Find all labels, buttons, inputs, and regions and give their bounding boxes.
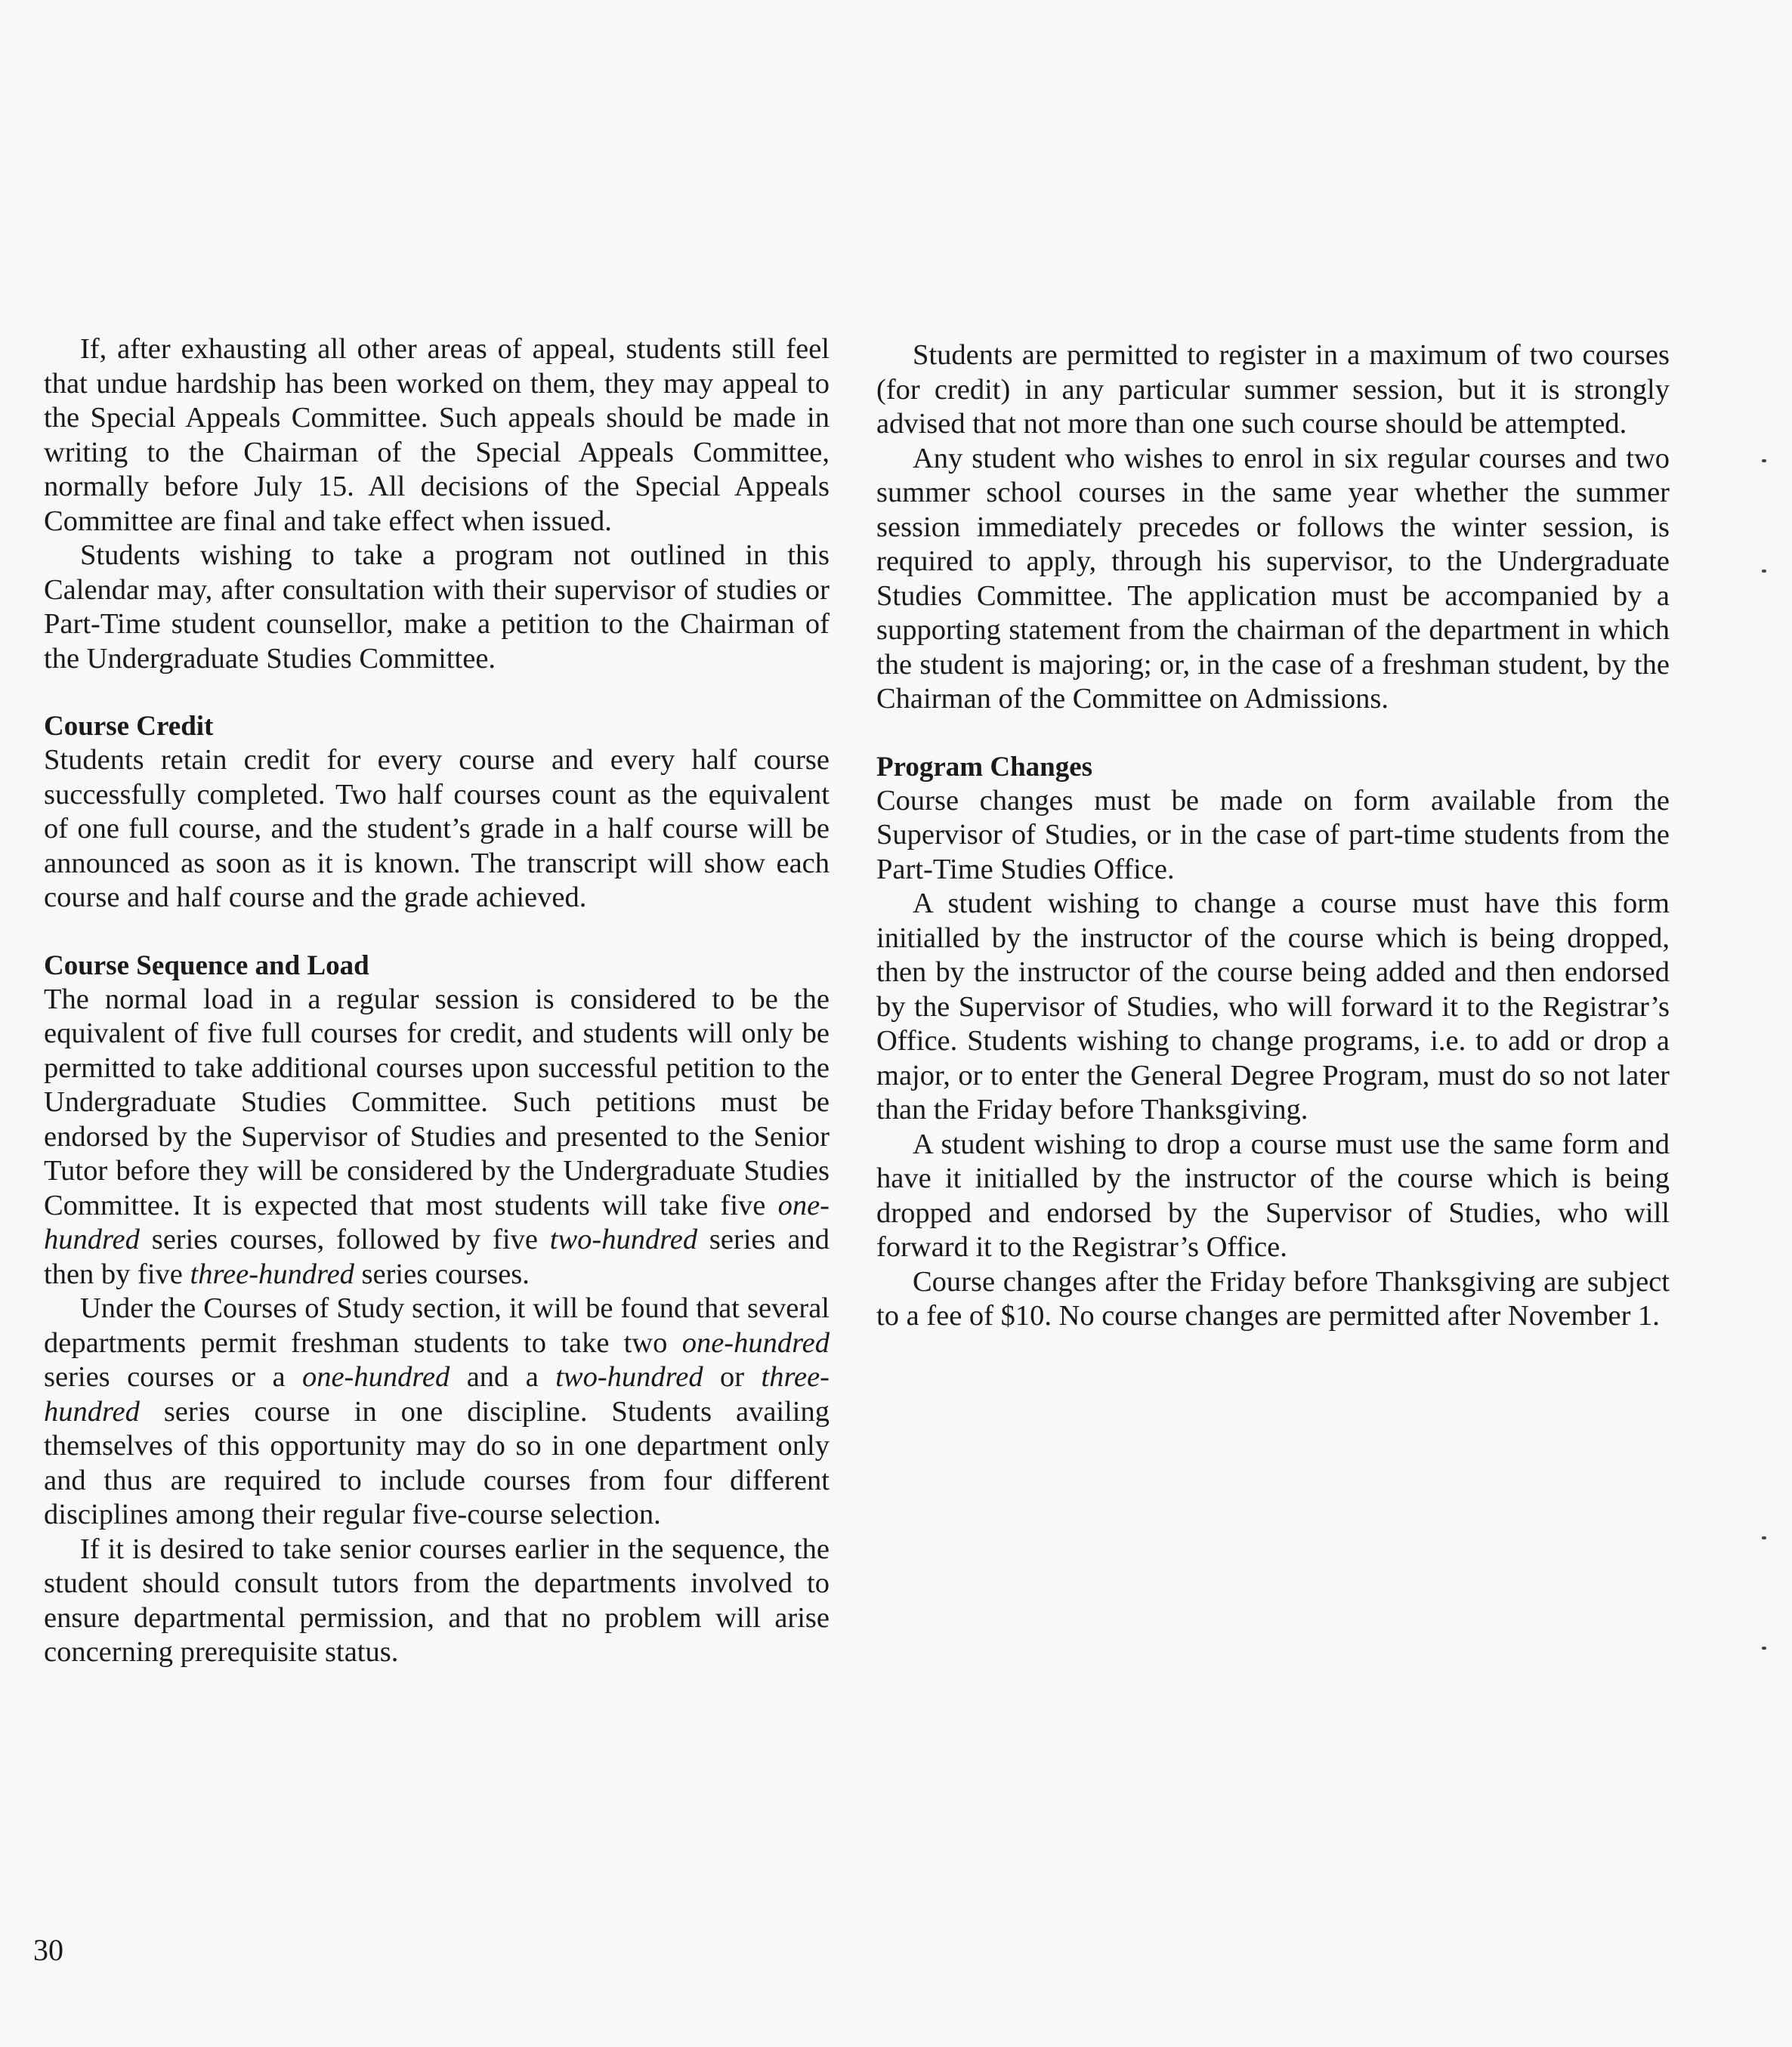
italic-term: three-hundred	[190, 1258, 354, 1290]
text-run: series course in one discipline. Students availing themselves of this opportunity may do so in one department only and thus are required to include courses from four different disciplines among their regular five-course selection.	[44, 1395, 830, 1530]
left-column	[44, 332, 830, 1670]
text-run: or	[703, 1361, 762, 1393]
course-credit-paragraph: Students retain credit for every course and every half course successfully completed. Two half courses count as the equivalent of one full course, and the student’s grade in a half course will be announced as soon as it is known. The transcript will show each course and half course and the grade achieved.	[44, 744, 830, 913]
text-run: series courses or a	[44, 1361, 302, 1393]
italic-term: three-hundred	[44, 1361, 830, 1428]
text-run: and a	[450, 1361, 556, 1393]
course-changes-form-paragraph: Course changes must be made on form available from the Supervisor of Studies, or in the case of part-time students from the Part-Time Studies Office.	[876, 784, 1670, 885]
course-credit-section	[44, 709, 830, 915]
italic-term: two-hundred	[549, 1224, 698, 1255]
appeals-paragraph: If, after exhausting all other areas of appeal, students still feel that undue hardship has been worked on them, they may appeal to the Special Appeals Committee. Such appeals should be made in writing to the Chairman of the Special Appeals Committee, normally before July 15. All decisions of the Special Appeals Committee are final and take effect when issued.	[44, 333, 830, 537]
change-course-paragraph: A student wishing to change a course must have this form initialled by the instructor of the course which is being dropped, then by the instructor of the course being added and then endorsed by the Supervisor of Studies, who will forward it to the Registrar’s Office. Students wishing to change programs, i.e. to add or drop a major, or to enter the General Degree Program, must do so not later than the Friday before Thanksgiving.	[876, 888, 1670, 1125]
summer-session-paragraph: Students are permitted to register in a maximum of two courses (for credit) in any particular summer session, but it is strongly advised that not more than one such course should be attempted.	[876, 339, 1670, 440]
text-run: Under the Courses of Study section, it will be found that several departments permit freshman students to take two	[44, 1292, 830, 1359]
six-courses-paragraph: Any student who wishes to enrol in six regular courses and two summer school courses in the same year whether the summer session immediately precedes or follows the winter session, is required to apply, through his supervisor, to the Undergraduate Studies Committee. The application must be accompanied by a supporting statement from the chairman of the department in which the student is majoring; or, in the case of a freshman student, by the Chairman of the Committee on Admissions.	[876, 442, 1670, 715]
program-changes-section	[876, 750, 1670, 1334]
petition-paragraph: Students wishing to take a program not outlined in this Calendar may, after consultation with their supervisor of studies or Part-Time student counsellor, make a petition to the Chairman of the Undergraduate Studies Committee.	[44, 539, 830, 675]
text-run: series courses.	[354, 1258, 530, 1290]
italic-term: one-hundred	[301, 1361, 450, 1393]
program-changes-heading: Program Changes	[876, 751, 1093, 783]
scan-speck	[1762, 459, 1766, 462]
course-sequence-section	[44, 949, 830, 1670]
text-run: series courses, followed by five	[139, 1224, 550, 1255]
scan-speck	[1762, 1536, 1766, 1539]
italic-term: one-hundred	[44, 1189, 830, 1255]
freshman-paragraph	[44, 1292, 830, 1533]
text-run: The normal load in a regular session is considered to be the equivalent of five full courses for credit, and students will only be permitted to take additional courses upon successful petition to the Undergraduate Studies Committee. Such petitions must be endorsed by the Supervisor of Studies and presented to the Senior Tutor before they will be considered by the Undergraduate Studies Committee. It is expected that most students will take five	[44, 983, 830, 1221]
italic-term: one-hundred	[681, 1326, 830, 1359]
course-credit-heading: Course Credit	[44, 711, 214, 742]
course-sequence-heading: Course Sequence and Load	[44, 949, 369, 981]
text-run: series and then by five	[44, 1224, 830, 1290]
drop-course-paragraph: A student wishing to drop a course must use the same form and have it initialled by the instructor of the course which is being dropped and endorsed by the Supervisor of Studies, who will forward it to the Registrar’s Office.	[876, 1128, 1670, 1263]
scan-speck	[1762, 1647, 1766, 1650]
page-number: 30	[33, 1933, 63, 1967]
italic-term: two-hundred	[555, 1361, 703, 1393]
senior-courses-paragraph: If it is desired to take senior courses earlier in the sequence, the student should consult tutors from the departments involved to ensure departmental permission, and that no problem will arise concerning prerequisite status.	[44, 1533, 830, 1668]
right-column	[876, 338, 1670, 1334]
scan-speck	[1762, 570, 1766, 573]
change-fee-paragraph: Course changes after the Friday before Thanksgiving are subject to a fee of $10. No course changes are permitted after November 1.	[876, 1265, 1670, 1332]
normal-load-paragraph	[44, 983, 830, 1292]
